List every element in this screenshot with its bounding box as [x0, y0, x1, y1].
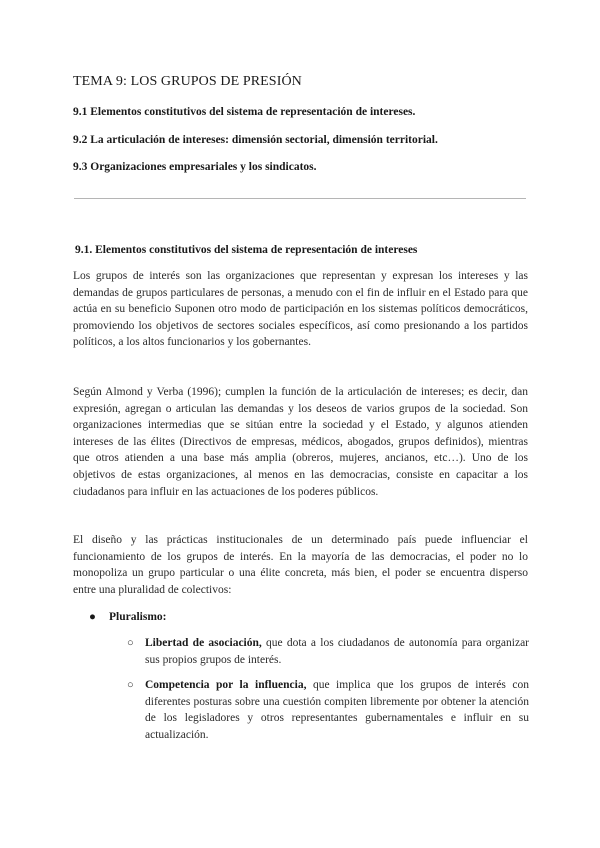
sub-bullet-marker: ○ — [127, 637, 134, 649]
paragraph-3: El diseño y las prácticas institucionales de un determinado país puede influenciar el funcionamiento de los grupos de interés. En la mayoría de las democracias, el poder no lo monopoliza un grupo particular o una élite concreta, más bien, el poder se encuentra disperso entre una pluralidad de colectivos: — [73, 534, 528, 596]
sub-item-libertad — [127, 635, 529, 668]
horizontal-divider — [74, 198, 526, 199]
toc-item-9-3: 9.3 Organizaciones empresariales y los sindicatos. — [73, 161, 317, 173]
sub-bullet-marker: ○ — [127, 679, 134, 691]
bullet-pluralismo — [89, 611, 167, 623]
bullet-marker: ● — [89, 611, 96, 623]
bullet-label: Pluralismo: — [109, 611, 167, 623]
sub-item-competencia — [127, 677, 529, 743]
paragraph-2: Según Almond y Verba (1996); cumplen la función de la articulación de intereses; es decir, dan expresión, agregan o articulan las demandas y los deseos de varios grupos de la sociedad. Son organizaciones intermedias que se sitúan entre la sociedad y el Estado, y algunos atienden intereses de las élites (Directivos de empresas, médicos, abogados, grupos definidos), mientras que otros atienden a una base más amplia (obreros, mujeres, ancianos, etc…). Uno de los objetivos de estas organizaciones, al menos en las democracias, consiste en capacitar a los ciudadanos para influir en las actuaciones de los poderes públicos. — [73, 386, 528, 498]
sub-item-term: Libertad de asociación, — [145, 637, 262, 649]
section-heading: 9.1. Elementos constitutivos del sistema de representación de intereses — [75, 244, 418, 256]
sub-item-text: que implica que los grupos de interés con diferentes posturas sobre una cuestión compiten libremente por obtener la atención de los legisladores y otros representantes gubernamentales e influir en su actualización. — [145, 679, 529, 741]
document-title: TEMA 9: LOS GRUPOS DE PRESIÓN — [73, 74, 302, 89]
toc-item-9-2: 9.2 La articulación de intereses: dimensión sectorial, dimensión territorial. — [73, 134, 438, 146]
sub-item-term: Competencia por la influencia, — [145, 679, 307, 691]
paragraph-1: Los grupos de interés son las organizaciones que representan y expresan los intereses y las demandas de grupos particulares de personas, a menudo con el fin de influir en el Estado para que actúa en su beneficio Suponen otro modo de participación en los sistemas políticos democráticos, promoviendo los objetivos de sectores sociales específicos, así como presionando a los partidos políticos, a los altos funcionarios y los gobernantes. — [73, 270, 528, 349]
sub-item-text: que dota a los ciudadanos de autonomía para organizar sus propios grupos de interés. — [145, 637, 529, 666]
toc-item-9-1: 9.1 Elementos constitutivos del sistema de representación de intereses. — [73, 106, 416, 118]
